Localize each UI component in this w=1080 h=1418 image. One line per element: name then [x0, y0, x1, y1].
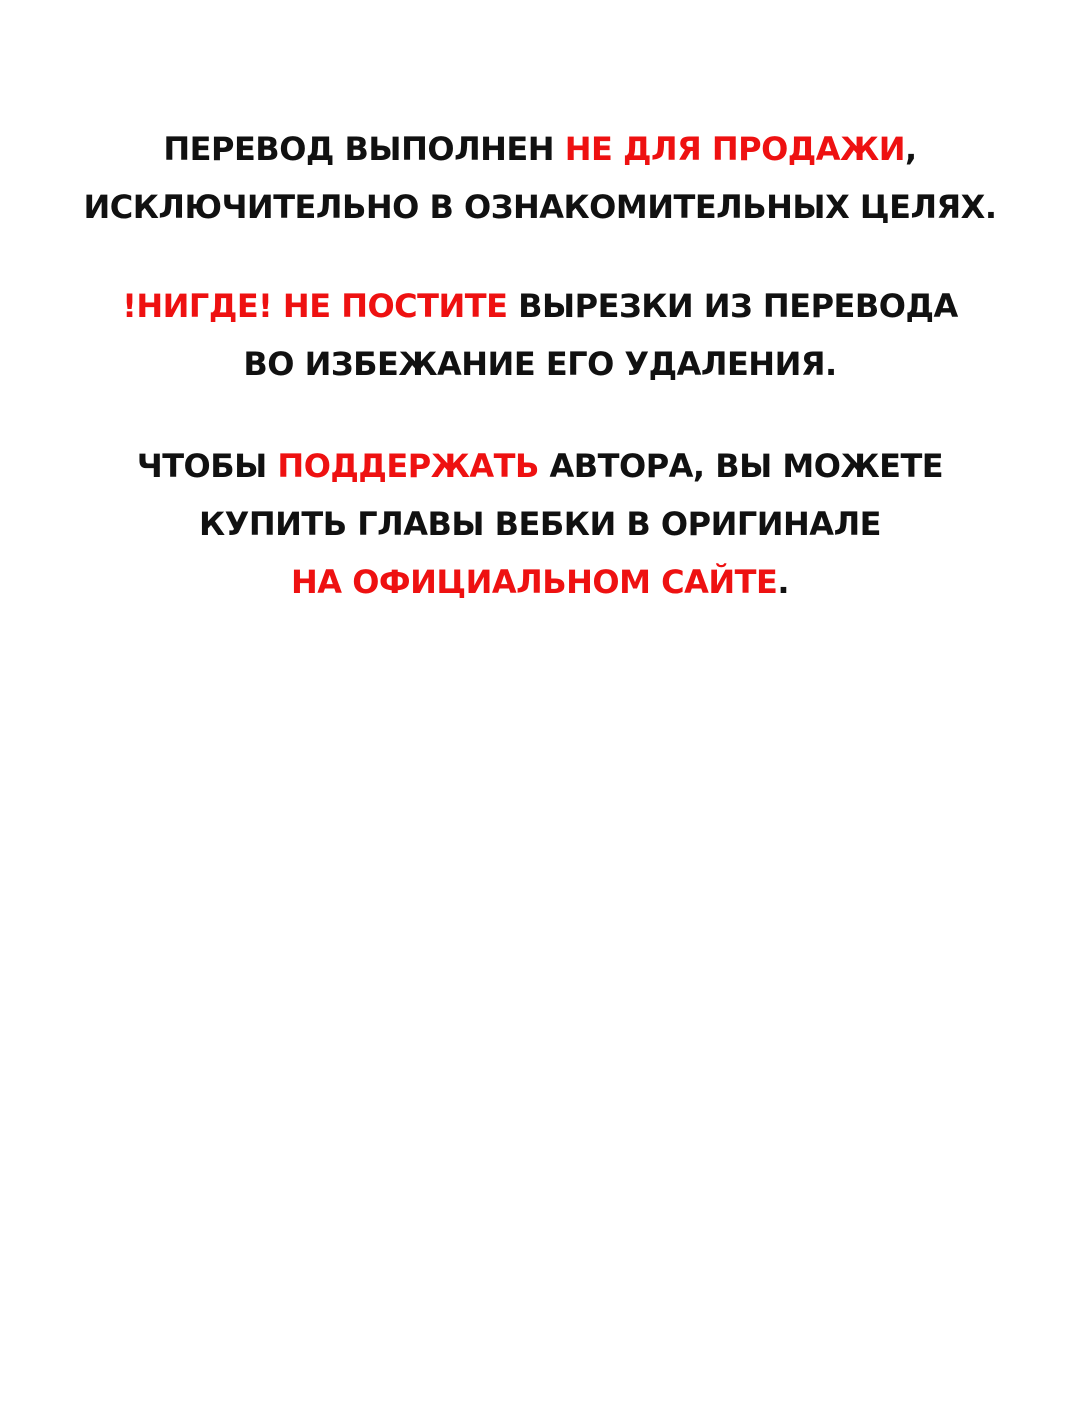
notice-text: ПЕРЕВОД ВЫПОЛНЕН: [163, 130, 565, 168]
highlight-official-site: НА ОФИЦИАЛЬНОМ САЙТЕ: [291, 563, 778, 601]
notice-text: ЧТОБЫ: [136, 447, 278, 485]
notice-line: ВО ИЗБЕЖАНИЕ ЕГО УДАЛЕНИЯ.: [243, 345, 837, 383]
highlight-do-not-post: !НИГДЕ! НЕ ПОСТИТЕ: [122, 287, 508, 325]
notice-paragraph-not-for-sale: [0, 120, 1080, 236]
notice-text: АВТОРА, ВЫ МОЖЕТЕ: [538, 447, 944, 485]
notice-text: ВЫРЕЗКИ ИЗ ПЕРЕВОДА: [507, 287, 958, 325]
notice-line: [0, 553, 1080, 611]
highlight-support: ПОДДЕРЖАТЬ: [277, 447, 539, 485]
notice-text: ,: [905, 130, 917, 168]
notice-text: .: [777, 563, 789, 601]
highlight-not-for-sale: НЕ ДЛЯ ПРОДАЖИ: [564, 130, 905, 168]
notice-line: ИСКЛЮЧИТЕЛЬНО В ОЗНАКОМИТЕЛЬНЫХ ЦЕЛЯХ.: [83, 188, 997, 226]
notice-line: [0, 277, 1080, 335]
notice-paragraph-support-author: [0, 437, 1080, 611]
notice-line: КУПИТЬ ГЛАВЫ ВЕБКИ В ОРИГИНАЛЕ: [198, 505, 881, 543]
notice-line: [0, 437, 1080, 495]
notice-paragraph-do-not-post: [0, 277, 1080, 393]
notice-line: [0, 120, 1080, 178]
